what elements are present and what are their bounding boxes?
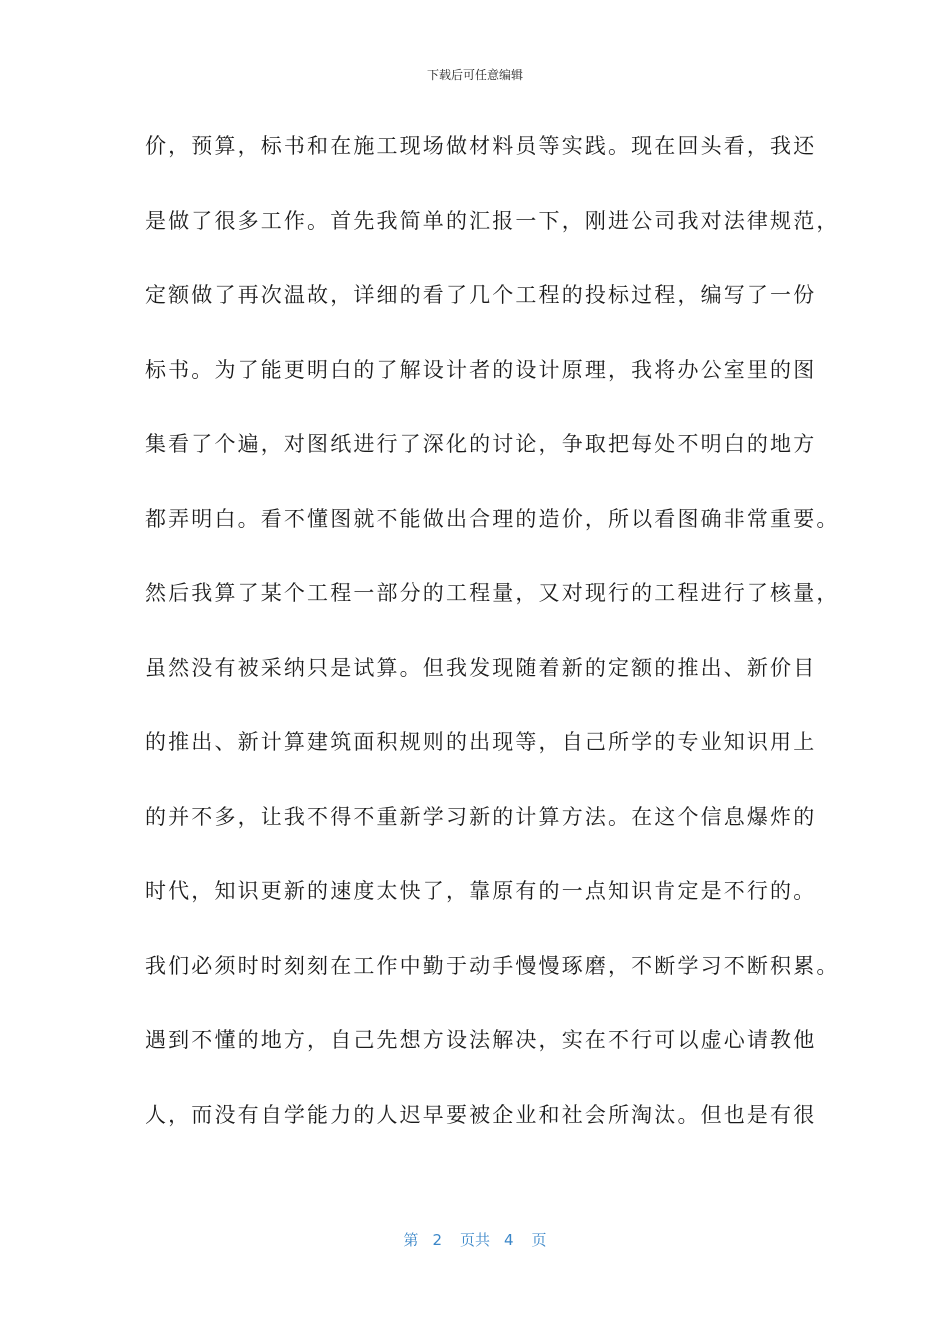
body-line: 然后我算了某个工程一部分的工程量，又对现行的工程进行了核量，: [145, 581, 840, 605]
body-line: 时代，知识更新的速度太快了，靠原有的一点知识肯定是不行的。: [145, 879, 817, 903]
body-line: 是做了很多工作。首先我简单的汇报一下，刚进公司我对法律规范，: [145, 208, 840, 233]
body-line: 标书。为了能更明白的了解设计者的设计原理，我将办公室里的图: [145, 357, 817, 382]
body-line: 价，预算，标书和在施工现场做材料员等实践。现在回头看，我还: [145, 134, 817, 158]
total-pages-number: 4: [504, 1231, 514, 1249]
page-suffix: 页: [531, 1231, 547, 1249]
body-line: 遇到不懂的地方，自己先想方设法解决，实在不行可以虚心请教他: [145, 1028, 817, 1052]
page-header-note: 下载后可任意编辑: [426, 68, 523, 82]
document-body: [145, 126, 840, 1169]
page-middle: 页共: [459, 1231, 490, 1249]
body-line: 的推出、新计算建筑面积规则的出现等，自己所学的专业知识用上: [145, 730, 817, 754]
body-line: 人，而没有自学能力的人迟早要被企业和社会所淘汰。但也是有很: [145, 1102, 817, 1127]
body-line: 虽然没有被采纳只是试算。但我发现随着新的定额的推出、新价目: [145, 655, 817, 680]
body-line: 都弄明白。看不懂图就不能做出合理的造价，所以看图确非常重要。: [145, 506, 840, 531]
body-line: 定额做了再次温故，详细的看了几个工程的投标过程，编写了一份: [145, 283, 817, 307]
page-prefix: 第: [403, 1231, 419, 1249]
current-page-number: 2: [432, 1231, 442, 1249]
page-number-footer: [0, 1229, 950, 1250]
body-line: 的并不多，让我不得不重新学习新的计算方法。在这个信息爆炸的: [145, 804, 817, 829]
body-line: 我们必须时时刻刻在工作中勤于动手慢慢琢磨，不断学习不断积累。: [145, 953, 840, 978]
body-line: 集看了个遍，对图纸进行了深化的讨论，争取把每处不明白的地方: [145, 432, 817, 456]
